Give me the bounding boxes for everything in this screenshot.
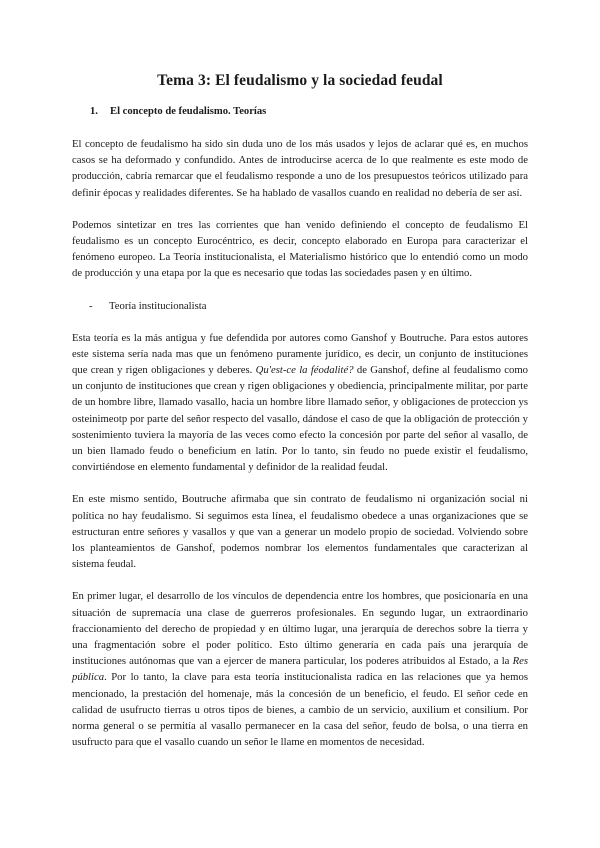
paragraph-institutional-theory: [72, 330, 528, 476]
paragraph-intro: El concepto de feudalismo ha sido sin duda uno de los más usados y lejos de aclarar qué es, en muchos casos se ha deformado y confundido. Antes de introducirse acerca de lo que realmente es este modo de producción, cabría remarcar que el feudalismo responde a uno de los presupuestos teóricos utilizado para definir épocas y realidades diferentes. Se ha hablado de vasallos cuando en realidad no debería de ser así.: [72, 138, 528, 199]
paragraph-text: Esta teoría es la más antigua y fue defendida por autores como Ganshof y Boutruche. Para estos autores este sistema sería nada mas que un fenómeno puramente jurídico, es decir, un conjunto de instituciones que crean y rigen obligaciones y deberes.: [72, 331, 528, 377]
paragraph-text: . Por lo tanto, la clave para esta teoría institucionalista radica en las relaciones que ya hemos mencionado, la prestación del homenaje, más la concesión de un beneficio, el feudo. El señor cede en calidad de usufructo tierras u otros tipos de bienes, a cambio de un servicio, auxilium et consilium. Por norma general o se permitía al vasallo permanecer en la casa del señor, feudo de bolsa, o una tierra en usufructo para que el vasallo cuando un señor le llame en momentos de necesidad.: [72, 671, 528, 749]
section-title: El concepto de feudalismo. Teorías: [110, 106, 267, 117]
book-title-italic: Qu'est-ce la féodalité?: [255, 364, 354, 377]
paragraph-elements: [72, 588, 528, 750]
document-title: Tema 3: El feudalismo y la sociedad feudal: [157, 72, 443, 89]
paragraph-boutruche: En este mismo sentido, Boutruche afirmaba que sin contrato de feudalismo ni organización social ni política no hay feudalismo. Si seguimos esta línea, el feudalismo obedece a unas organizaciones que se estructuran entre señores y vasallos y que van a generar un modelo propio de sociedad. Volviendo sobre los planteamientos de Ganshof, podemos nombrar los elementos fundamentales que caracterizan al sistema feudal.: [72, 493, 528, 571]
bullet-item: [72, 298, 528, 314]
section-number: 1.: [90, 106, 98, 117]
paragraph-text: de Ganshof, define al feudalismo como un conjunto de instituciones que crean y rigen obligaciones y obediencia, principalmente militar, por parte de un hombre libre, llamado vasallo, hacia un hombre libre llamado señor, y obligaciones de proteccion ys osteinimeotp por parte del señor respecto del vasallo, dándose el caso de que la obligación de protección y sostenimiento tuviera la mayoría de las veces como efecto la concesión por parte del señor al vasallo, de un bien llamado feudo o beneficium en latín. Por lo tanto, sin feudo no puede existir el feudalismo, convirtiéndose en elemento fundamental y definidor de la realidad feudal.: [72, 364, 528, 474]
latin-term-italic: Res pública: [72, 655, 528, 684]
section-heading: [72, 106, 528, 117]
bullet-dash: -: [89, 299, 93, 312]
paragraph-currents: Podemos sintetizar en tres las corrientes que han venido definiendo el concepto de feudalismo El feudalismo es un concepto Eurocéntrico, es decir, concepto elaborado en Europa para caracterizar el fenómeno europeo. La Teoría institucionalista, el Materialismo histórico que lo entendió como un modo de producción y una etapa por la que es necesario que todas las sociedades pasen y en último.: [72, 218, 528, 280]
paragraph-text: En primer lugar, el desarrollo de los vínculos de dependencia entre los hombres, que posicionaría en una situación de supremacía una clase de guerreros profesionales. En segundo lugar, un extraordinario fraccionamiento del derecho de propiedad y en último lugar, una jerarquía de derechos sobre la tierra y una fragmentación sobre el poder político. Esto último generaría en cada país una jerarquía de instituciones autónomas que van a ejercer de manera particular, los poderes atribuidos al Estado, a la: [72, 590, 528, 668]
bullet-label: Teoría institucionalista: [109, 299, 207, 312]
